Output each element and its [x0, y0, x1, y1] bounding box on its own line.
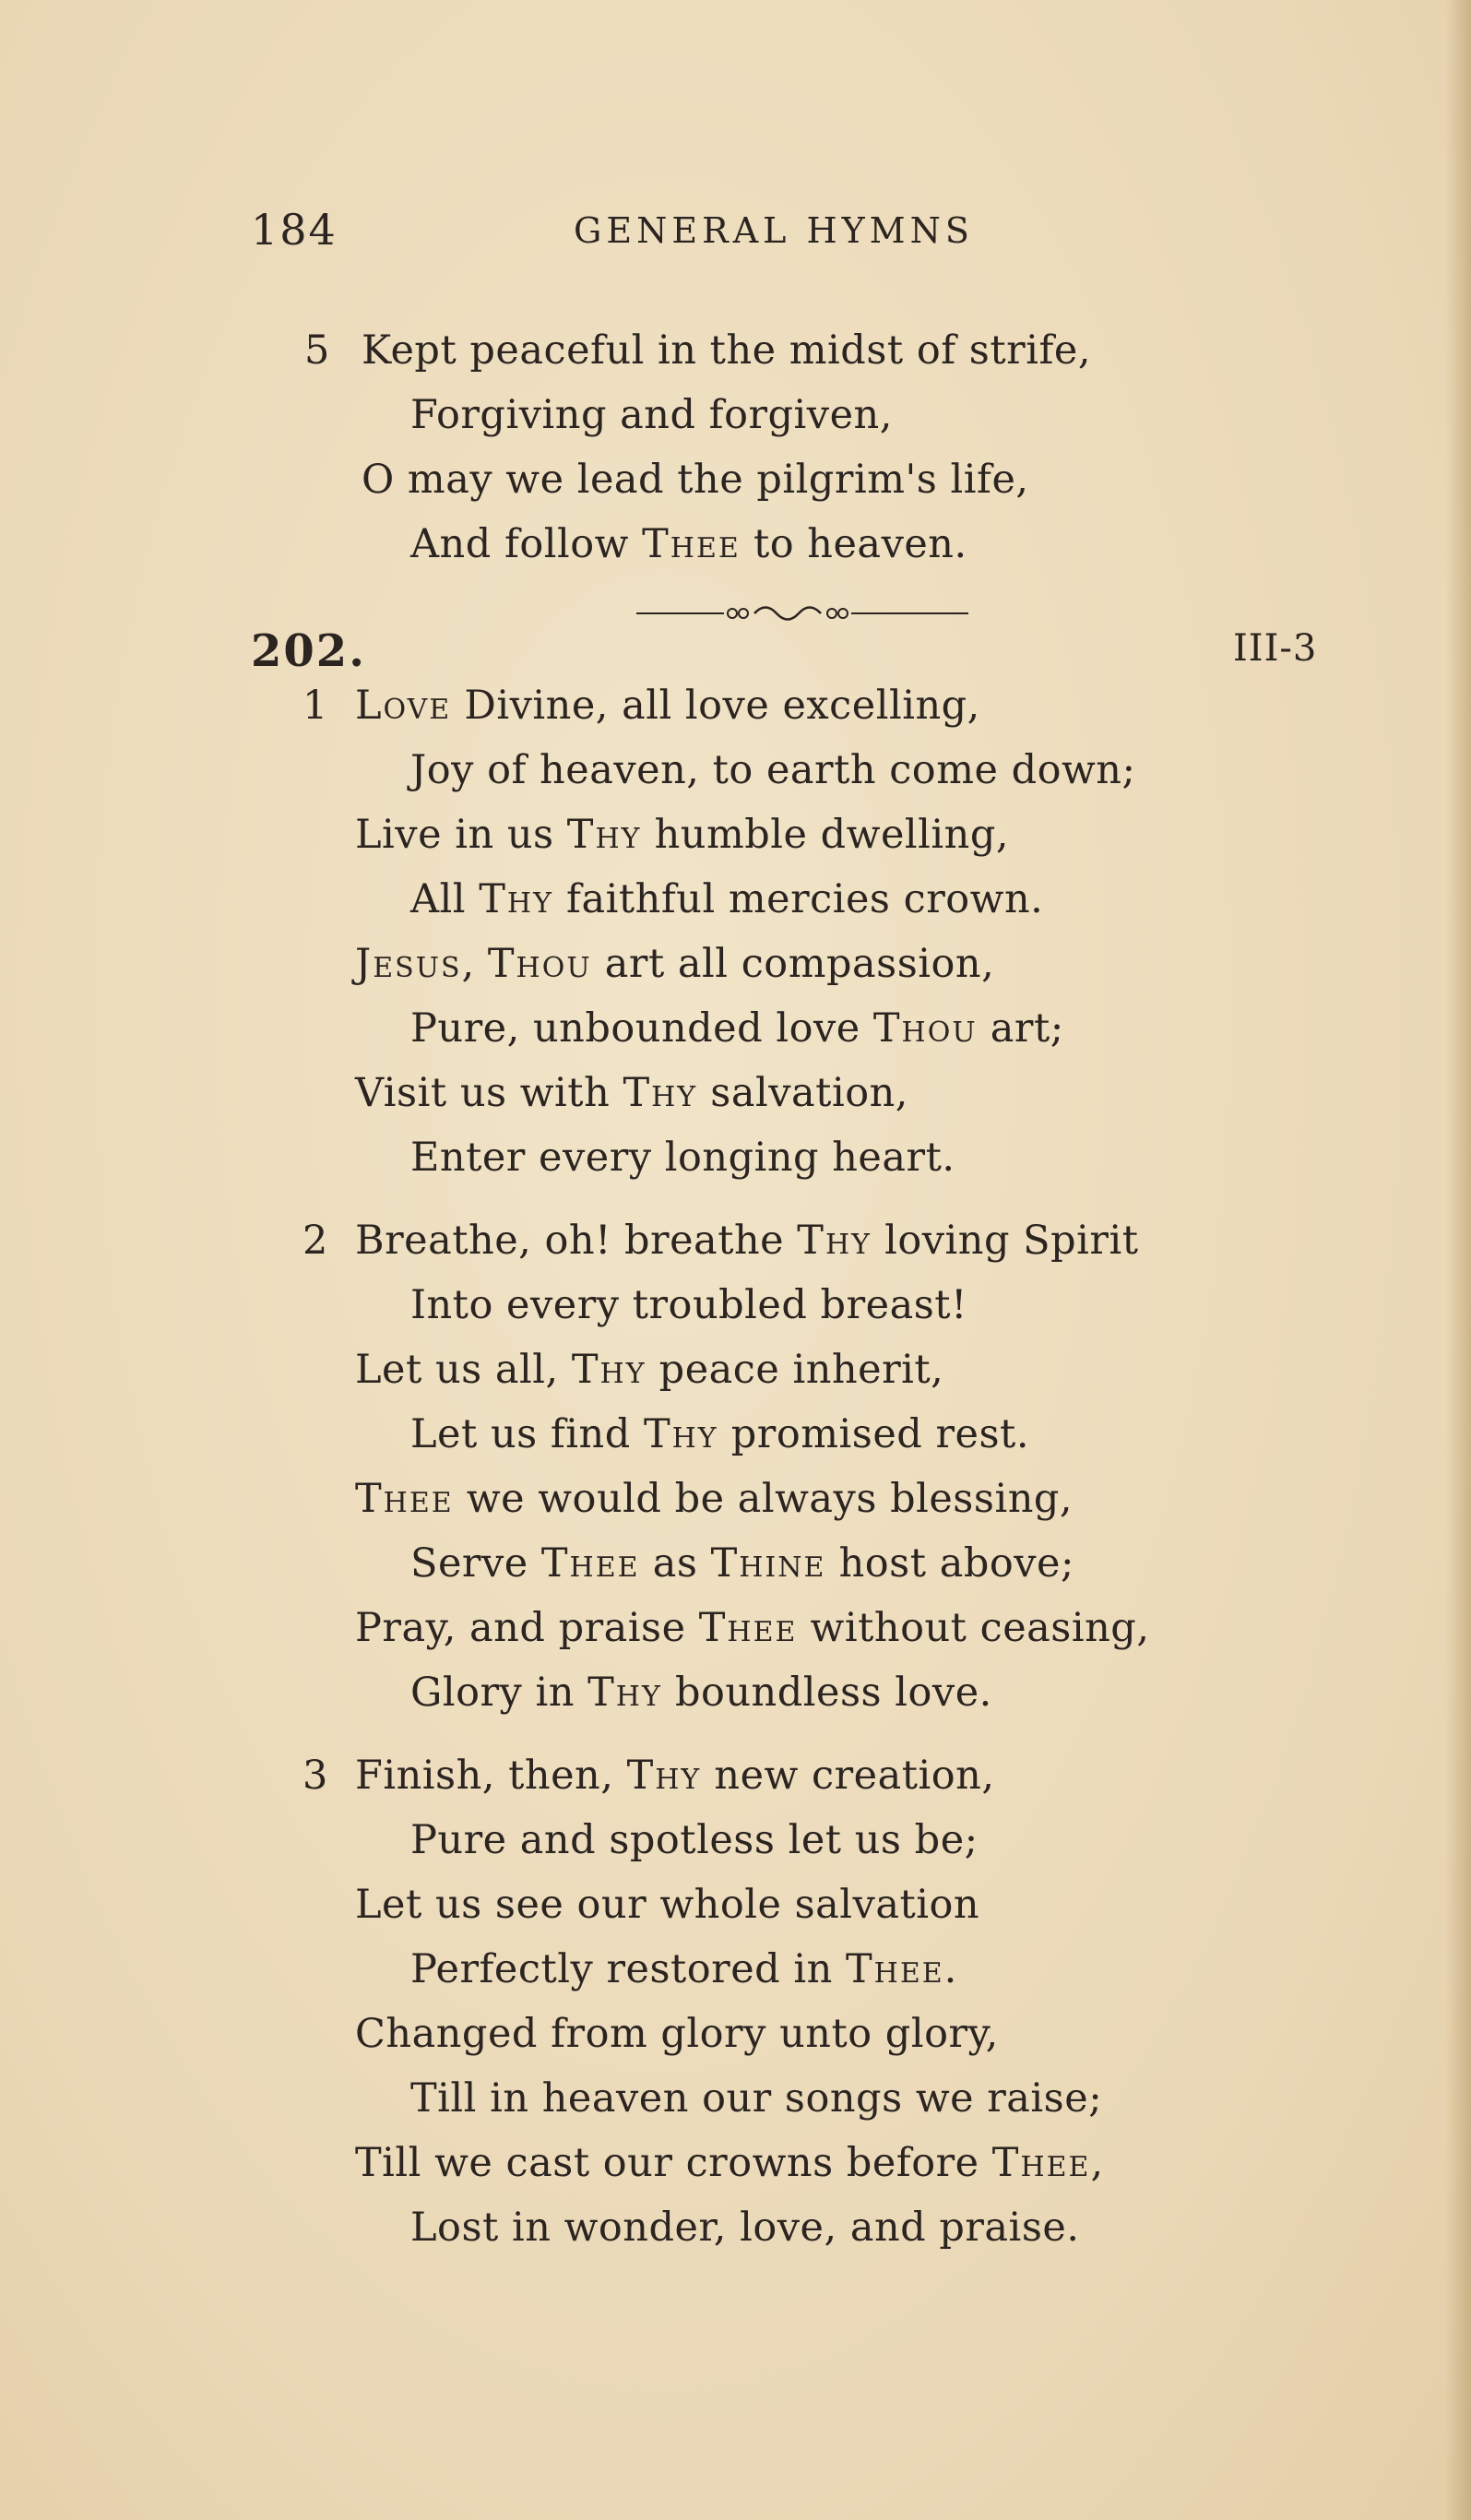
page-header [251, 205, 1219, 260]
verse-line: Joy of heaven, to earth come down; [410, 747, 1136, 793]
verse-line: Visit us with Thy salvation, [355, 1070, 908, 1116]
verse-line: All Thy faithful mercies crown. [410, 876, 1044, 922]
page-edge-shadow [1445, 0, 1471, 2520]
hymn-number: 202. [251, 625, 366, 677]
verse-line: Forgiving and forgiven, [410, 392, 893, 438]
verse-line: Live in us Thy humble dwelling, [355, 812, 1010, 858]
verse-line: Let us see our whole salvation [355, 1882, 980, 1928]
verse-line: Pure, unbounded love Thou art; [410, 1005, 1064, 1052]
stanza-number: 2 [303, 1218, 328, 1264]
hymn-meter: III-3 [1233, 627, 1318, 670]
stanza-number: 3 [303, 1753, 328, 1799]
verse-line: Changed from glory unto glory, [355, 2011, 999, 2057]
verse-line: Let us all, Thy peace inherit, [355, 1347, 944, 1393]
verse-line: Till in heaven our songs we raise; [410, 2075, 1103, 2122]
verse-line: Till we cast our crowns before Thee, [355, 2140, 1104, 2186]
verse-line: Let us find Thy promised rest. [410, 1411, 1029, 1457]
verse-line: Lost in wonder, love, and praise. [410, 2205, 1080, 2251]
verse-line: Pray, and praise Thee without ceasing, [355, 1605, 1150, 1651]
running-title: GENERAL HYMNS [574, 210, 974, 251]
verse-line: Kept peaceful in the midst of strife, [362, 327, 1091, 374]
stanza-number: 1 [303, 683, 328, 729]
verse-line: Pure and spotless let us be; [410, 1817, 979, 1863]
page-number: 184 [251, 205, 338, 255]
verse-line: Serve Thee as Thine host above; [410, 1540, 1074, 1587]
verse-line: And follow Thee to heaven. [410, 521, 967, 567]
verse-line: Breathe, oh! breathe Thy loving Spirit [355, 1218, 1139, 1264]
verse-line: Enter every longing heart. [410, 1135, 955, 1181]
stanza-number: 5 [304, 327, 330, 374]
verse-line: Glory in Thy boundless love. [410, 1670, 992, 1716]
verse-line: Love Divine, all love excelling, [355, 683, 980, 729]
verse-line: Into every troubled breast! [410, 1282, 967, 1328]
verse-line: Jesus, Thou art all compassion, [355, 941, 995, 987]
verse-line: Finish, then, Thy new creation, [355, 1753, 995, 1799]
verse-line: O may we lead the pilgrim's life, [362, 457, 1029, 503]
verse-line: Thee we would be always blessing, [355, 1476, 1074, 1522]
verse-line: Perfectly restored in Thee. [410, 1946, 957, 1992]
ornament-divider [636, 600, 968, 627]
